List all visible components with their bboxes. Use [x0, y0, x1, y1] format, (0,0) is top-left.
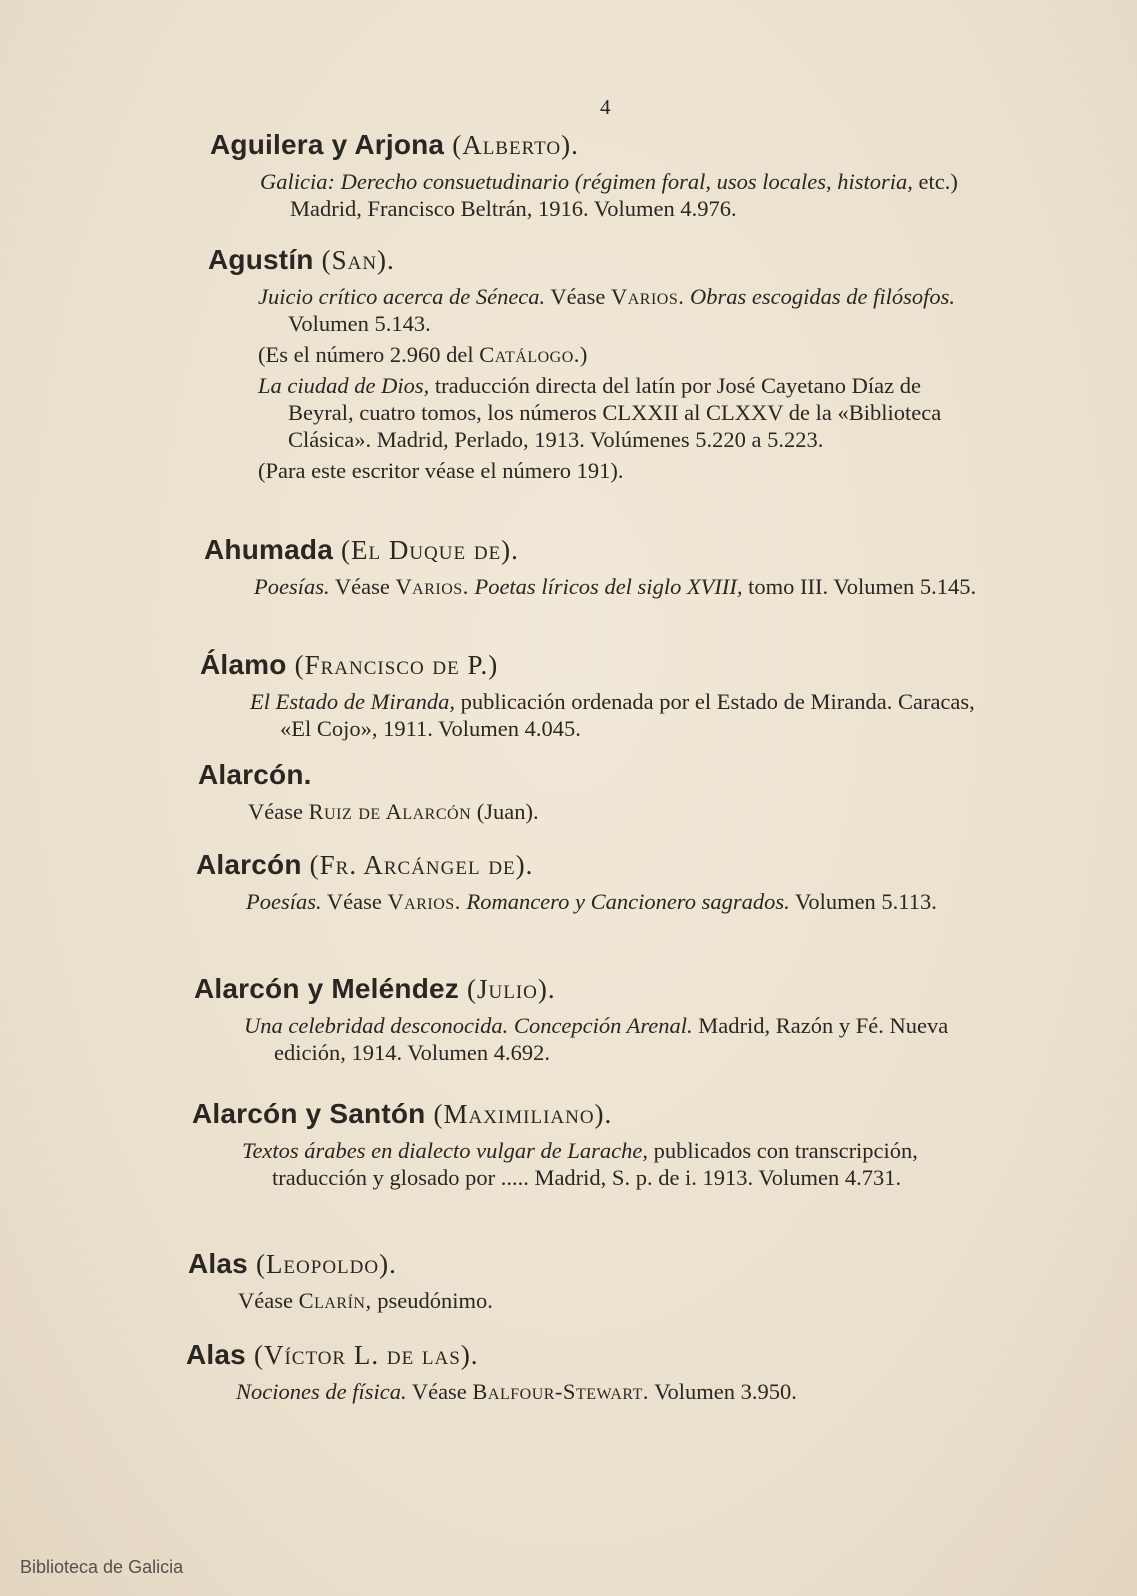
entry-body	[204, 573, 990, 600]
catalog-entry	[188, 1247, 974, 1318]
entry-body	[200, 688, 986, 742]
cross-reference: Balfour-Stewart.	[472, 1379, 649, 1404]
collection-title: Poetas líricos del siglo XVIII,	[468, 574, 743, 599]
entry-paragraph	[238, 1287, 974, 1314]
author-given-name: (San).	[321, 245, 395, 275]
entry-text: )	[579, 342, 588, 367]
author-surname: Alas	[186, 1339, 246, 1370]
work-title: Una celebridad desconocida. Concepción Arenal.	[244, 1013, 693, 1038]
entry-paragraph	[258, 372, 990, 453]
author-surname: Alarcón.	[198, 759, 312, 790]
entry-heading	[194, 972, 980, 1006]
entry-heading	[186, 1338, 972, 1372]
entry-paragraph	[246, 888, 982, 915]
page-number: 4	[600, 95, 611, 119]
work-title: Poesías.	[254, 574, 330, 599]
library-watermark: Biblioteca de Galicia	[20, 1557, 184, 1577]
entry-body	[198, 798, 984, 825]
author-given-name: (Alberto).	[452, 130, 579, 160]
entry-heading	[208, 243, 990, 277]
entry-text: Véase	[329, 574, 396, 599]
cross-reference: Ruiz de Alarcón	[308, 799, 472, 824]
entry-text: Véase	[238, 1288, 299, 1313]
author-given-name: (Francisco de P.)	[294, 650, 499, 680]
author-surname: Agustín	[208, 244, 314, 275]
entry-text: (Para este escritor véase el número 191).	[258, 458, 624, 483]
cross-reference: Varios.	[610, 284, 685, 309]
author-surname: Alas	[188, 1248, 248, 1279]
work-title: Textos árabes en dialecto vulgar de Larache,	[242, 1138, 648, 1163]
entry-paragraph	[258, 457, 990, 484]
entry-body	[194, 1012, 980, 1066]
entry-text: Véase	[406, 1379, 473, 1404]
entry-text: Volumen 3.950.	[648, 1379, 797, 1404]
entry-text: (Juan).	[471, 799, 539, 824]
entry-text: Véase	[248, 799, 309, 824]
collection-title: Obras escogidas de filósofos.	[684, 284, 956, 309]
entry-body	[208, 283, 990, 484]
collection-title: Romancero y Cancionero sagrados.	[460, 889, 790, 914]
entry-paragraph	[248, 798, 984, 825]
entry-heading	[188, 1247, 974, 1281]
entry-body	[196, 888, 982, 915]
entry-paragraph	[258, 283, 990, 337]
entry-text: pseudónimo.	[371, 1288, 493, 1313]
cross-reference: Catálogo.	[479, 342, 580, 367]
cross-reference: Clarín,	[298, 1288, 372, 1313]
entry-paragraph	[250, 688, 986, 742]
catalog-entry	[198, 758, 984, 829]
entry-text: Volumen 5.143.	[288, 311, 431, 336]
work-title: La ciudad de Dios,	[258, 373, 430, 398]
entry-text: publicados con transcripción, traducción y glosado por ..... Madrid, S. p. de i. 1913. Volumen 4.731.	[272, 1138, 918, 1190]
catalog-entry	[208, 243, 990, 488]
entry-text: Volumen 5.113.	[789, 889, 937, 914]
entry-text: Madrid, Razón y Fé. Nueva edición, 1914. Volumen 4.692.	[274, 1013, 949, 1065]
entry-heading	[196, 848, 982, 882]
author-given-name: (Fr. Arcángel de).	[309, 850, 534, 880]
entry-body	[192, 1137, 978, 1191]
entry-text: tomo III. Volumen 5.145.	[742, 574, 977, 599]
work-title: Nociones de física.	[236, 1379, 407, 1404]
entry-paragraph	[260, 168, 990, 222]
entry-heading	[204, 533, 990, 567]
author-given-name: (Maximiliano).	[433, 1099, 613, 1129]
entry-text: Véase	[545, 284, 611, 309]
author-given-name: (El Duque de).	[340, 535, 519, 565]
cross-reference: Varios.	[387, 889, 461, 914]
entry-paragraph	[236, 1378, 972, 1405]
author-surname: Aguilera y Arjona	[210, 129, 445, 160]
work-title: El Estado de Miranda,	[250, 689, 455, 714]
catalog-entry	[192, 1097, 978, 1195]
cross-reference: Varios.	[395, 574, 469, 599]
entry-paragraph	[254, 573, 990, 600]
entry-paragraph	[244, 1012, 980, 1066]
entry-heading	[192, 1097, 978, 1131]
entry-text: Véase	[321, 889, 388, 914]
entry-heading	[198, 758, 984, 792]
work-title: Poesías.	[246, 889, 322, 914]
entry-paragraph	[258, 341, 990, 368]
entry-body	[188, 1287, 974, 1314]
author-surname: Alarcón y Santón	[192, 1098, 426, 1129]
author-surname: Álamo	[200, 649, 287, 680]
entry-text: etc.) Madrid, Francisco Beltrán, 1916. Volumen 4.976.	[290, 169, 958, 221]
author-surname: Ahumada	[204, 534, 333, 565]
entry-text: (Es el número 2.960 del	[258, 342, 480, 367]
entry-text: traducción directa del latín por José Cayetano Díaz de Beyral, cuatro tomos, los números CLXXII al CLXXV de la «Biblioteca Clásica». Madrid, Perlado, 1913. Volúmenes 5.220 a 5.223.	[288, 373, 942, 452]
author-surname: Alarcón y Meléndez	[194, 973, 460, 1004]
work-title: Galicia: Derecho consuetudinario (régimen foral, usos locales, historia,	[260, 169, 913, 194]
author-given-name: (Julio).	[467, 974, 556, 1004]
entry-body	[186, 1378, 972, 1405]
entry-heading	[200, 648, 986, 682]
catalog-entry	[210, 128, 990, 226]
entry-text: publicación ordenada por el Estado de Miranda. Caracas, «El Cojo», 1911. Volumen 4.045.	[280, 689, 975, 741]
entry-paragraph	[242, 1137, 978, 1191]
author-given-name: (Víctor L. de las).	[253, 1340, 479, 1370]
work-title: Juicio crítico acerca de Séneca.	[258, 284, 546, 309]
catalog-entry	[200, 648, 986, 746]
catalog-entry	[196, 848, 982, 919]
catalog-entry	[186, 1338, 972, 1409]
entry-body	[210, 168, 990, 222]
entry-heading	[210, 128, 990, 162]
catalog-entry	[194, 972, 980, 1070]
author-given-name: (Leopoldo).	[255, 1249, 397, 1279]
catalog-entry	[204, 533, 990, 604]
author-surname: Alarcón	[196, 849, 302, 880]
